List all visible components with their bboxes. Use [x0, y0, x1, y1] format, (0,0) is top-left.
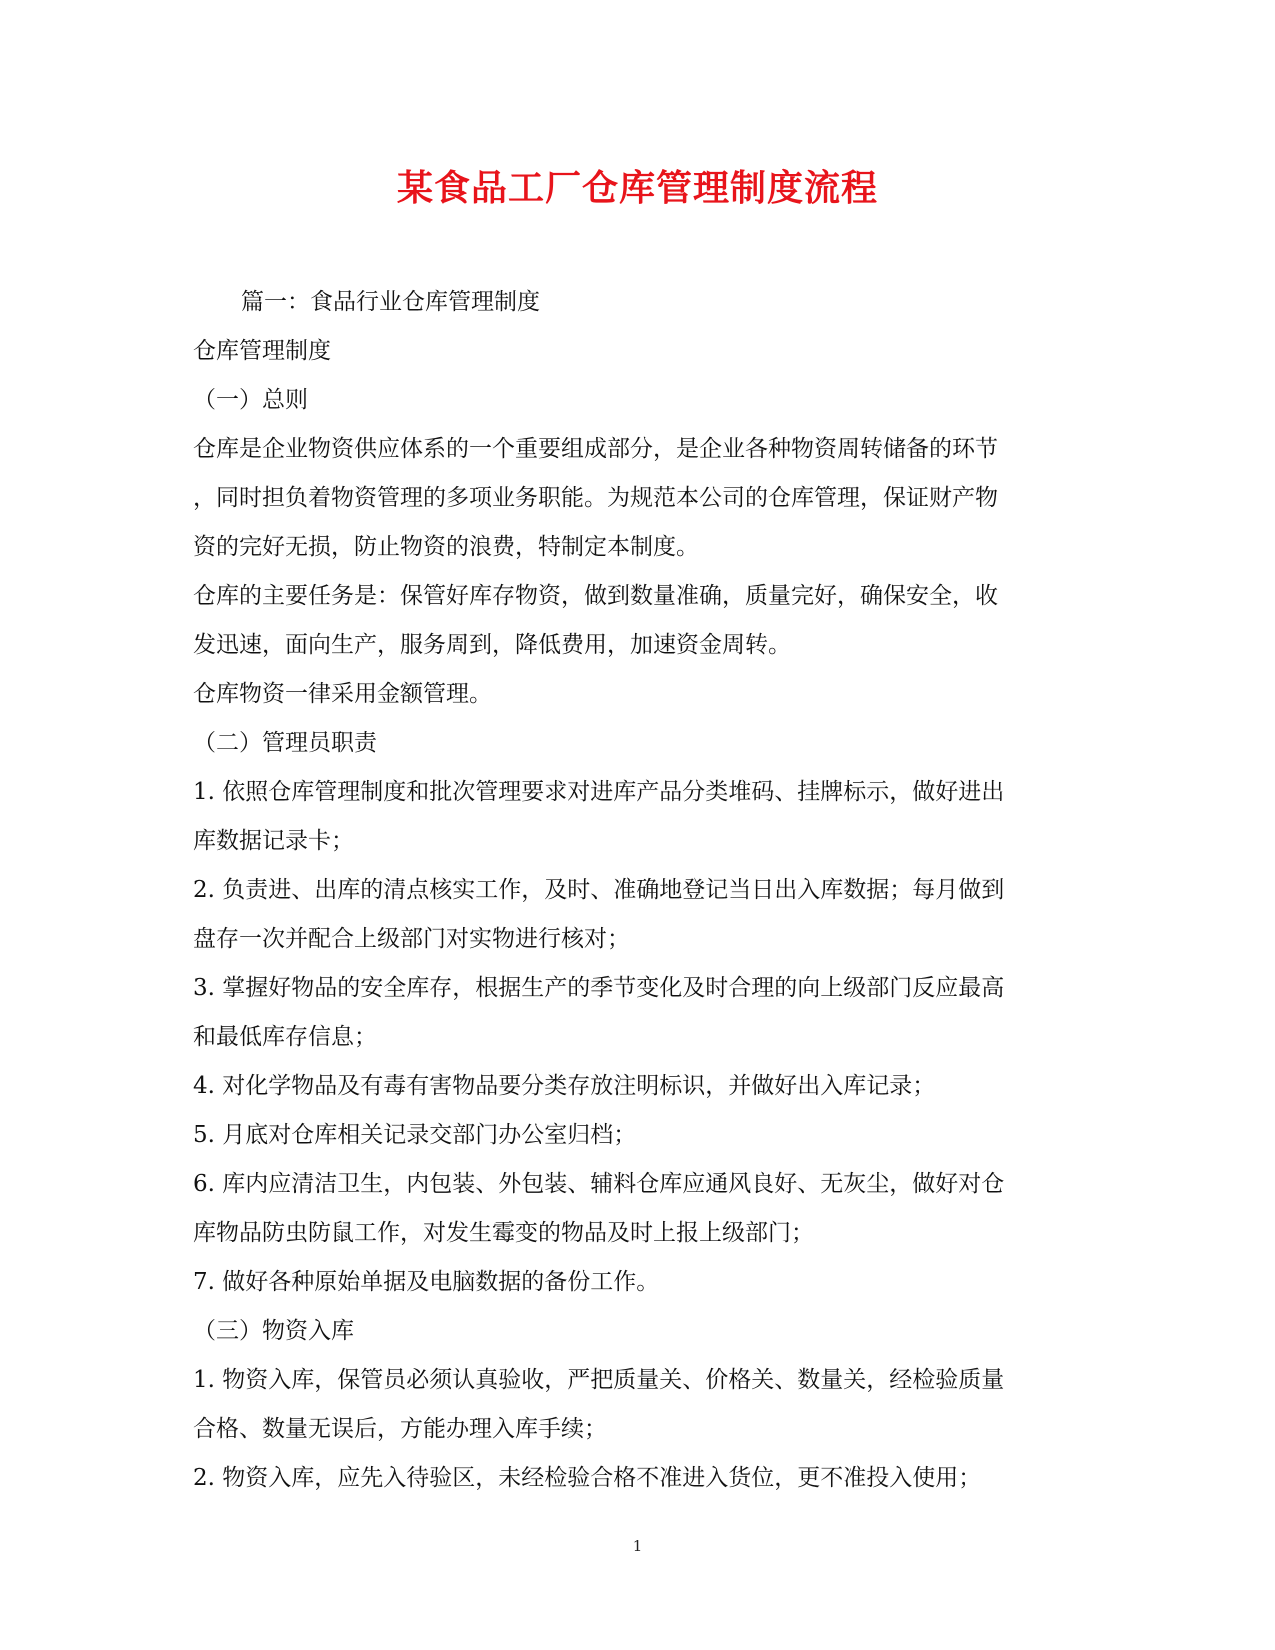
heading-manager-duties: （二）管理员职责 [193, 730, 377, 756]
list-item-line: 2. 负责进、出库的清点核实工作，及时、准确地登记当日出入库数据；每月做到 [193, 877, 1005, 903]
paragraph-line: 仓库是企业物资供应体系的一个重要组成部分，是企业各种物资周转储备的环节 [193, 436, 998, 462]
document-title: 某食品工厂仓库管理制度流程 [396, 167, 878, 209]
list-item-line: 和最低库存信息； [193, 1024, 377, 1050]
list-item-line: 3. 掌握好物品的安全库存，根据生产的季节变化及时合理的向上级部门反应最高 [193, 975, 1005, 1001]
paragraph-line: ，同时担负着物资管理的多项业务职能。为规范本公司的仓库管理，保证财产物 [193, 485, 998, 511]
heading-goods-inbound: （三）物资入库 [193, 1318, 354, 1344]
list-item-line: 1. 依照仓库管理制度和批次管理要求对进库产品分类堆码、挂牌标示，做好进出 [193, 779, 1005, 805]
list-item-line: 合格、数量无误后，方能办理入库手续； [193, 1416, 607, 1442]
list-item-line: 1. 物资入库，保管员必须认真验收，严把质量关、价格关、数量关，经检验质量 [193, 1367, 1005, 1393]
list-item-line: 7. 做好各种原始单据及电脑数据的备份工作。 [193, 1269, 660, 1295]
section-heading-part-one: 篇一：食品行业仓库管理制度 [241, 289, 540, 315]
heading-warehouse-system: 仓库管理制度 [193, 338, 331, 364]
list-item-line: 盘存一次并配合上级部门对实物进行核对； [193, 926, 630, 952]
list-item-line: 库数据记录卡； [193, 828, 354, 854]
list-item-line: 5. 月底对仓库相关记录交部门办公室归档； [193, 1122, 637, 1148]
page-number: 1 [632, 1537, 643, 1555]
heading-general-rules: （一）总则 [193, 387, 308, 413]
list-item-line: 库物品防虫防鼠工作，对发生霉变的物品及时上报上级部门； [193, 1220, 814, 1246]
paragraph-line: 仓库物资一律采用金额管理。 [193, 681, 492, 707]
list-item-line: 4. 对化学物品及有毒有害物品要分类存放注明标识，并做好出入库记录； [193, 1073, 936, 1099]
paragraph-line: 资的完好无损，防止物资的浪费，特制定本制度。 [193, 534, 699, 560]
paragraph-line: 仓库的主要任务是：保管好库存物资，做到数量准确，质量完好，确保安全，收 [193, 583, 998, 609]
list-item-line: 2. 物资入库，应先入待验区，未经检验合格不准进入货位，更不准投入使用； [193, 1465, 982, 1491]
document-body [193, 278, 1073, 1503]
paragraph-line: 发迅速，面向生产，服务周到，降低费用，加速资金周转。 [193, 632, 791, 658]
list-item-line: 6. 库内应清洁卫生，内包装、外包装、辅料仓库应通风良好、无灰尘，做好对仓 [193, 1171, 1005, 1197]
